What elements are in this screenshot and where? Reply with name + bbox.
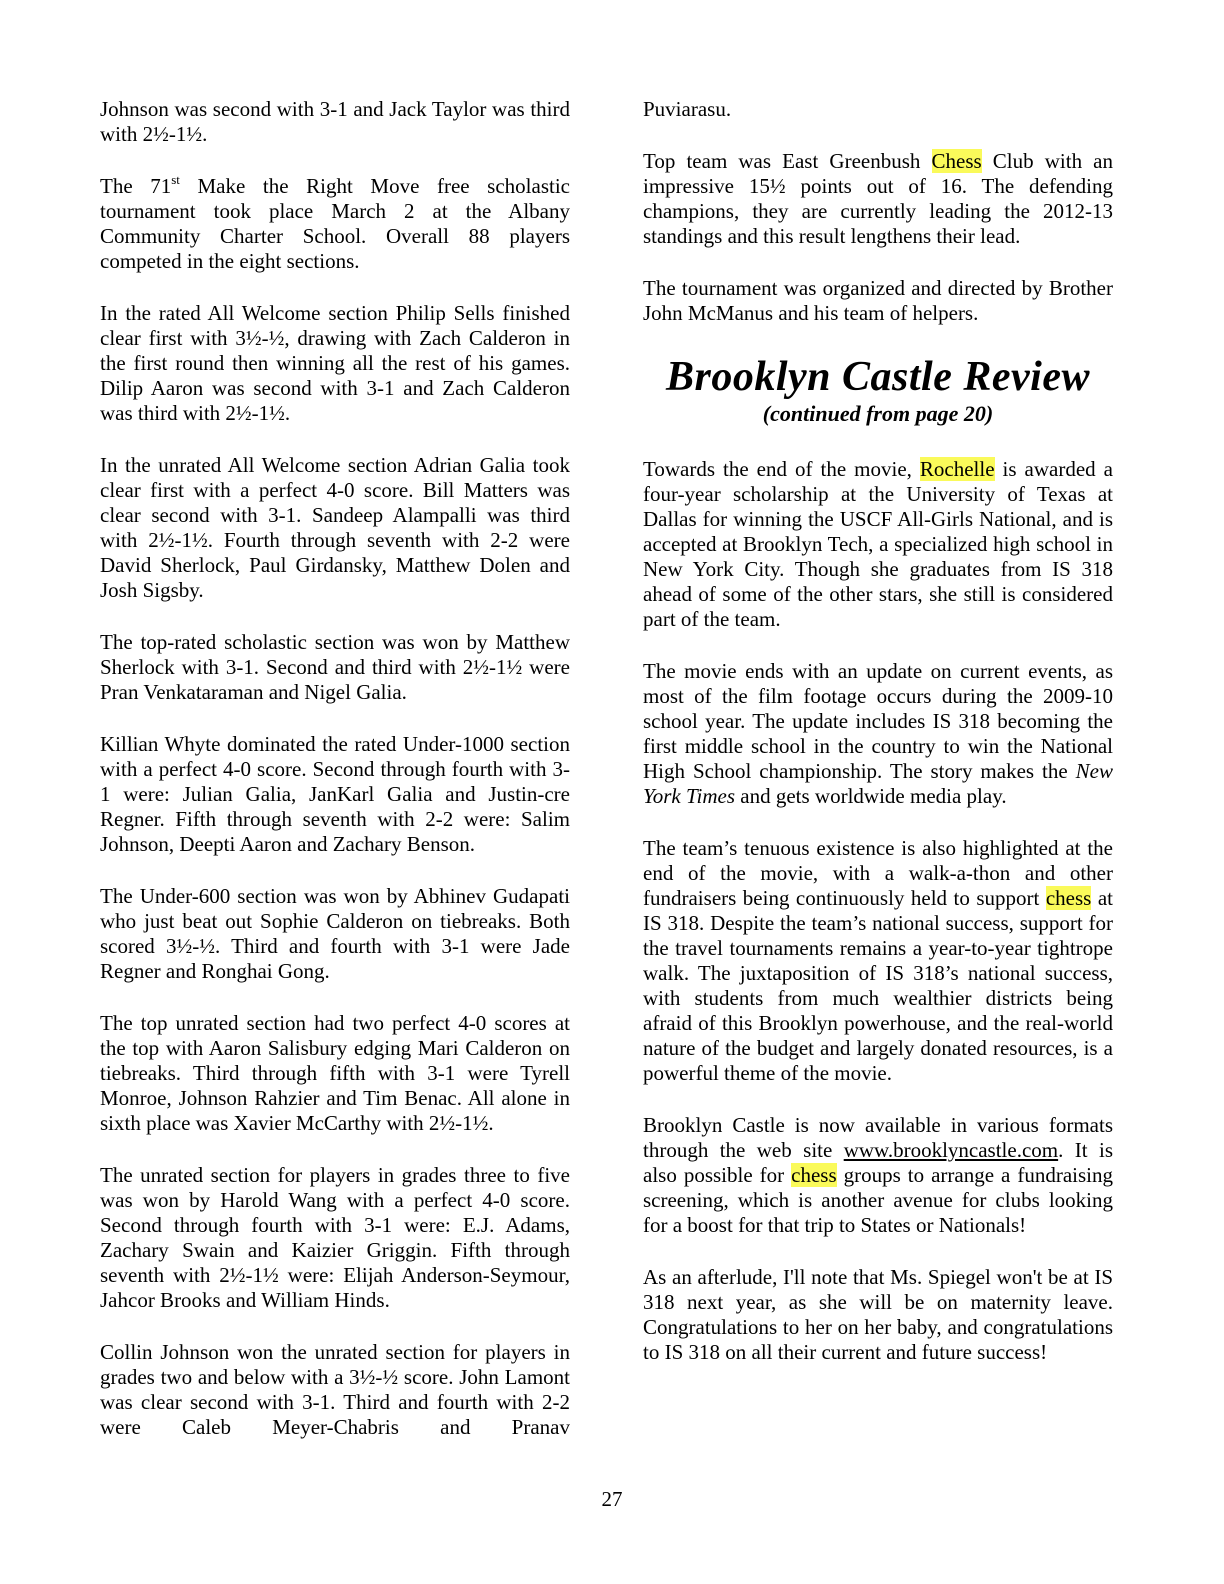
superscript-text: st xyxy=(171,172,180,187)
article-title: Brooklyn Castle Review xyxy=(666,354,1090,400)
highlighted-text: Rochelle xyxy=(919,457,995,481)
paragraph xyxy=(100,453,570,603)
paragraph xyxy=(100,174,570,274)
text-segment: The movie ends with an update on current events, as most of the film footage occurs during the 2009-10 school year. The update includes IS 318 becoming the first middle school in the country to win the National High School championship. The story makes the xyxy=(643,659,1113,783)
text-segment: The team’s tenuous existence is also highlighted at the end of the movie, with a walk-a-thon and other fundraisers being continuously held to support xyxy=(643,836,1113,910)
web-link[interactable]: www.brooklyncastle.com xyxy=(843,1138,1059,1162)
text-segment: The tournament was organized and directed by Brother John McManus and his team of helpers. xyxy=(643,276,1113,325)
text-segment: Towards the end of the movie, xyxy=(643,457,920,481)
text-segment: The unrated section for players in grades three to five was won by Harold Wang with a perfect 4-0 score. Second through fourth with 3-1 were: E.J. Adams, Zachary Swain and Kaizier Griggin. Fifth through seventh with 2½-1½ were: Elijah Anderson-Seymour, Jahcor Brooks and William Hinds. xyxy=(100,1163,570,1312)
paragraph xyxy=(100,732,570,857)
text-segment: Collin Johnson won the unrated section for players in grades two and below with a 3½-½ score. John Lamont was clear second with 3-1. Third and fourth with 2-2 were Caleb Meyer-Chabris and Pranav xyxy=(100,1340,570,1439)
paragraph xyxy=(100,97,570,147)
italic-text: New York Times xyxy=(643,759,1113,808)
paragraph xyxy=(100,301,570,426)
text-segment: . It is also possible for xyxy=(643,1138,1113,1187)
text-segment: The top unrated section had two perfect 4-0 scores at the top with Aaron Salisbury edging Mari Calderon on tiebreaks. Third through fifth with 3-1 were Tyrell Monroe, Johnson Rahzier and Tim Benac. All alone in sixth place was Xavier McCarthy with 2½-1½. xyxy=(100,1011,570,1135)
text-segment: In the rated All Welcome section Philip Sells finished clear first with 3½-½, drawing with Zach Calderon in the first round then winning all the rest of his games. Dilip Aaron was second with 3-1 and Zach Calderon was third with 2½-1½. xyxy=(100,301,570,425)
paragraph xyxy=(100,1011,570,1136)
highlighted-text: chess xyxy=(791,1163,837,1187)
text-segment: Top team was East Greenbush xyxy=(643,149,932,173)
paragraph xyxy=(643,836,1113,1086)
text-segment: at IS 318. Despite the team’s national success, support for the travel tournaments remains a year-to-year tightrope walk. The juxtaposition of IS 318’s national success, with students from much wealthier districts being afraid of this Brooklyn powerhouse, and the real-world nature of the budget and largely donated resources, is a powerful theme of the movie. xyxy=(643,886,1113,1085)
paragraph xyxy=(100,884,570,984)
text-segment: and gets worldwide media play. xyxy=(735,784,1007,808)
text-segment: Make the Right Move free scholastic tournament took place March 2 at the Albany Community Charter School. Overall 88 players competed in the eight sections. xyxy=(100,174,570,273)
paragraph xyxy=(100,1340,570,1440)
text-segment: Johnson was second with 3-1 and Jack Taylor was third with 2½-1½. xyxy=(100,97,570,146)
highlighted-text: Chess xyxy=(931,149,982,173)
text-segment: Killian Whyte dominated the rated Under-1000 section with a perfect 4-0 score. Second through fourth with 3-1 were: Julian Galia, JanKarl Galia and Justin-cre Regner. Fifth through seventh with 2-2 were: Salim Johnson, Deepti Aaron and Zachary Benson. xyxy=(100,732,570,856)
paragraph xyxy=(643,149,1113,249)
text-segment: The top-rated scholastic section was won by Matthew Sherlock with 3-1. Second and third with 2½-1½ were Pran Venkataraman and Nigel Galia. xyxy=(100,630,570,704)
paragraph xyxy=(643,659,1113,809)
left-column xyxy=(100,97,570,1467)
article-subtitle: (continued from page 20) xyxy=(762,401,994,426)
highlighted-text: chess xyxy=(1045,886,1092,910)
text-segment: In the unrated All Welcome section Adrian Galia took clear first with a perfect 4-0 score. Bill Matters was clear second with 3-1. Sandeep Alampalli was third with 2½-1½. Fourth through seventh with 2-2 were David Sherlock, Paul Girdansky, Matthew Dolen and Josh Sigsby. xyxy=(100,453,570,602)
paragraph xyxy=(643,1265,1113,1365)
text-segment: groups to arrange a fundraising screening, which is another avenue for clubs looking for a boost for that trip to States or Nationals! xyxy=(643,1163,1113,1237)
text-segment: The 71 xyxy=(100,174,172,198)
text-segment: Puviarasu. xyxy=(643,97,732,121)
paragraph xyxy=(643,457,1113,632)
paragraph xyxy=(643,276,1113,326)
text-segment: is awarded a four-year scholarship at the University of Texas at Dallas for winning the USCF All-Girls National, and is accepted at Brooklyn Tech, a specialized high school in New York City. Though she graduates from IS 318 ahead of some of the other stars, she still is considered part of the team. xyxy=(643,457,1113,631)
right-column-bottom-paragraphs xyxy=(643,457,1113,1365)
paragraph xyxy=(100,1163,570,1313)
text-segment: As an afterlude, I'll note that Ms. Spiegel won't be at IS 318 next year, as she will be on maternity leave. Congratulations to her on her baby, and congratulations to IS 318 on all their current and future success! xyxy=(643,1265,1113,1364)
text-segment: The Under-600 section was won by Abhinev Gudapati who just beat out Sophie Calderon on tiebreaks. Both scored 3½-½. Third and fourth with 3-1 were Jade Regner and Ronghai Gong. xyxy=(100,884,570,983)
text-segment: Club with an impressive 15½ points out of 16. The defending champions, they are currently leading the 2012-13 standings and this result lengthens their lead. xyxy=(643,149,1114,248)
paragraph xyxy=(643,1113,1113,1238)
paragraph xyxy=(643,97,1113,122)
page-number: 27 xyxy=(601,1487,623,1511)
right-column xyxy=(643,97,1113,1392)
paragraph xyxy=(100,630,570,705)
right-column-top-paragraphs xyxy=(643,97,1113,326)
text-segment: Brooklyn Castle is now available in various formats through the web site xyxy=(643,1113,1113,1162)
